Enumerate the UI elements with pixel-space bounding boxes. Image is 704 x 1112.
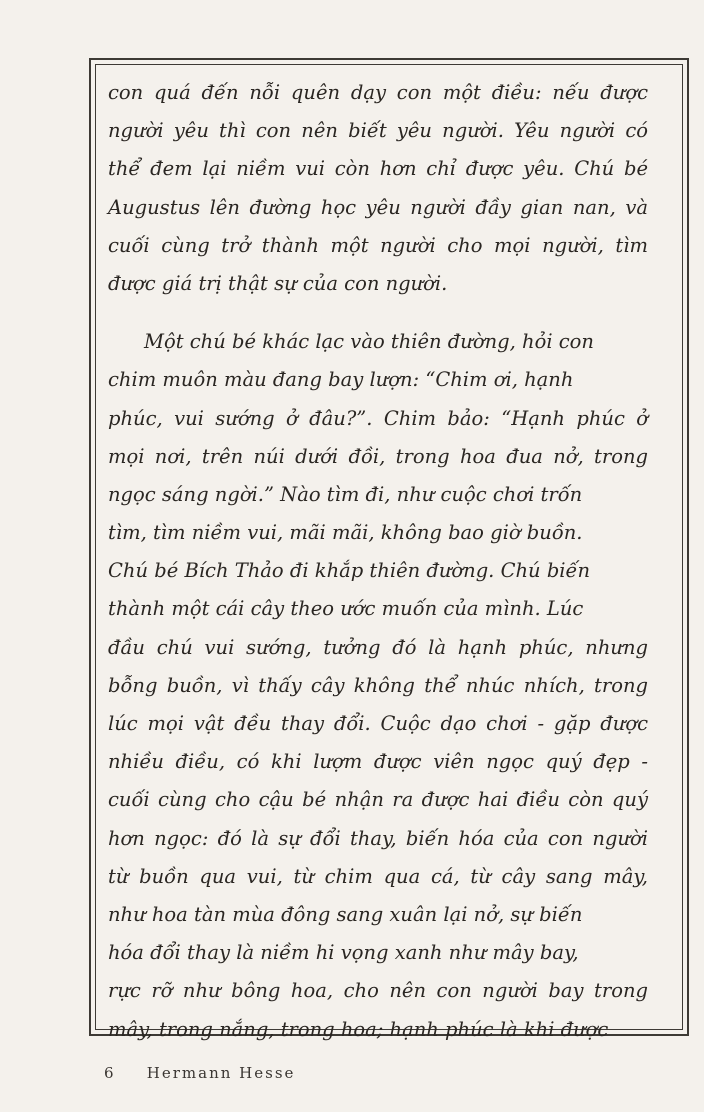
body-text [108, 74, 648, 1049]
running-author: Hermann Hesse [146, 1064, 296, 1082]
text-line: lúc mọi vật đều thay đổi. Cuộc dạo chơi - gặp được [108, 712, 648, 735]
text-line: thể đem lại niềm vui còn hơn chỉ được yêu. Chú bé [108, 157, 648, 181]
text-line: hơn ngọc: đó là sự đổi thay, biến hóa của con người [108, 826, 648, 850]
text-line: phúc, vui sướng ở đâu?”. Chim bảo: “Hạnh phúc ở [108, 406, 648, 430]
text-line: mây, trong nắng, trong hoa; hạnh phúc là khi được [108, 1017, 609, 1041]
paragraph-2 [108, 323, 648, 1049]
text-line: bỗng buồn, vì thấy cây không thể nhúc nhích, trong [108, 673, 648, 697]
page-number: 6 [104, 1064, 114, 1082]
text-line: rực rỡ như bông hoa, cho nên con người bay trong [108, 979, 648, 1003]
text-line: như hoa tàn mùa đông sang xuân lại nở, sự biến [108, 902, 583, 926]
text-line: hóa đổi thay là niềm hi vọng xanh như mây bay, [108, 941, 579, 965]
text-line: Chú bé Bích Thảo đi khắp thiên đường. Chú biến [108, 559, 591, 583]
text-line: thành một cái cây theo ước muốn của mình. Lúc [108, 597, 584, 621]
text-line: đầu chú vui sướng, tưởng đó là hạnh phúc, nhưng [108, 635, 648, 659]
page-footer [104, 1064, 295, 1082]
text-line: mọi nơi, trên núi dưới đồi, trong hoa đua nở, trong [108, 444, 648, 468]
text-line: tìm, tìm niềm vui, mãi mãi, không bao giờ buồn. [108, 521, 583, 545]
text-line: nhiều điều, có khi lượm được viên ngọc quý đẹp - [108, 750, 648, 774]
text-line: từ buồn qua vui, từ chim qua cá, từ cây sang mây, [108, 864, 648, 888]
text-line: chim muôn màu đang bay lượn: “Chim ơi, hạnh [108, 368, 574, 392]
text-line: ngọc sáng ngời.” Nào tìm đi, như cuộc chơi trốn [108, 482, 583, 506]
text-line: Một chú bé khác lạc vào thiên đường, hỏi con [144, 330, 594, 354]
text-line: người yêu thì con nên biết yêu người. Yêu người có [108, 119, 648, 143]
text-line: được giá trị thật sự của con người. [108, 271, 448, 295]
text-line: cuối cùng cho cậu bé nhận ra được hai điều còn quý [108, 788, 648, 812]
text-line: Augustus lên đường học yêu người đầy gian nan, và [108, 195, 648, 219]
paragraph-1 [108, 74, 648, 303]
text-line: cuối cùng trở thành một người cho mọi người, tìm [108, 233, 648, 257]
text-line: con quá đến nỗi quên dạy con một điều: nếu được [108, 81, 648, 104]
